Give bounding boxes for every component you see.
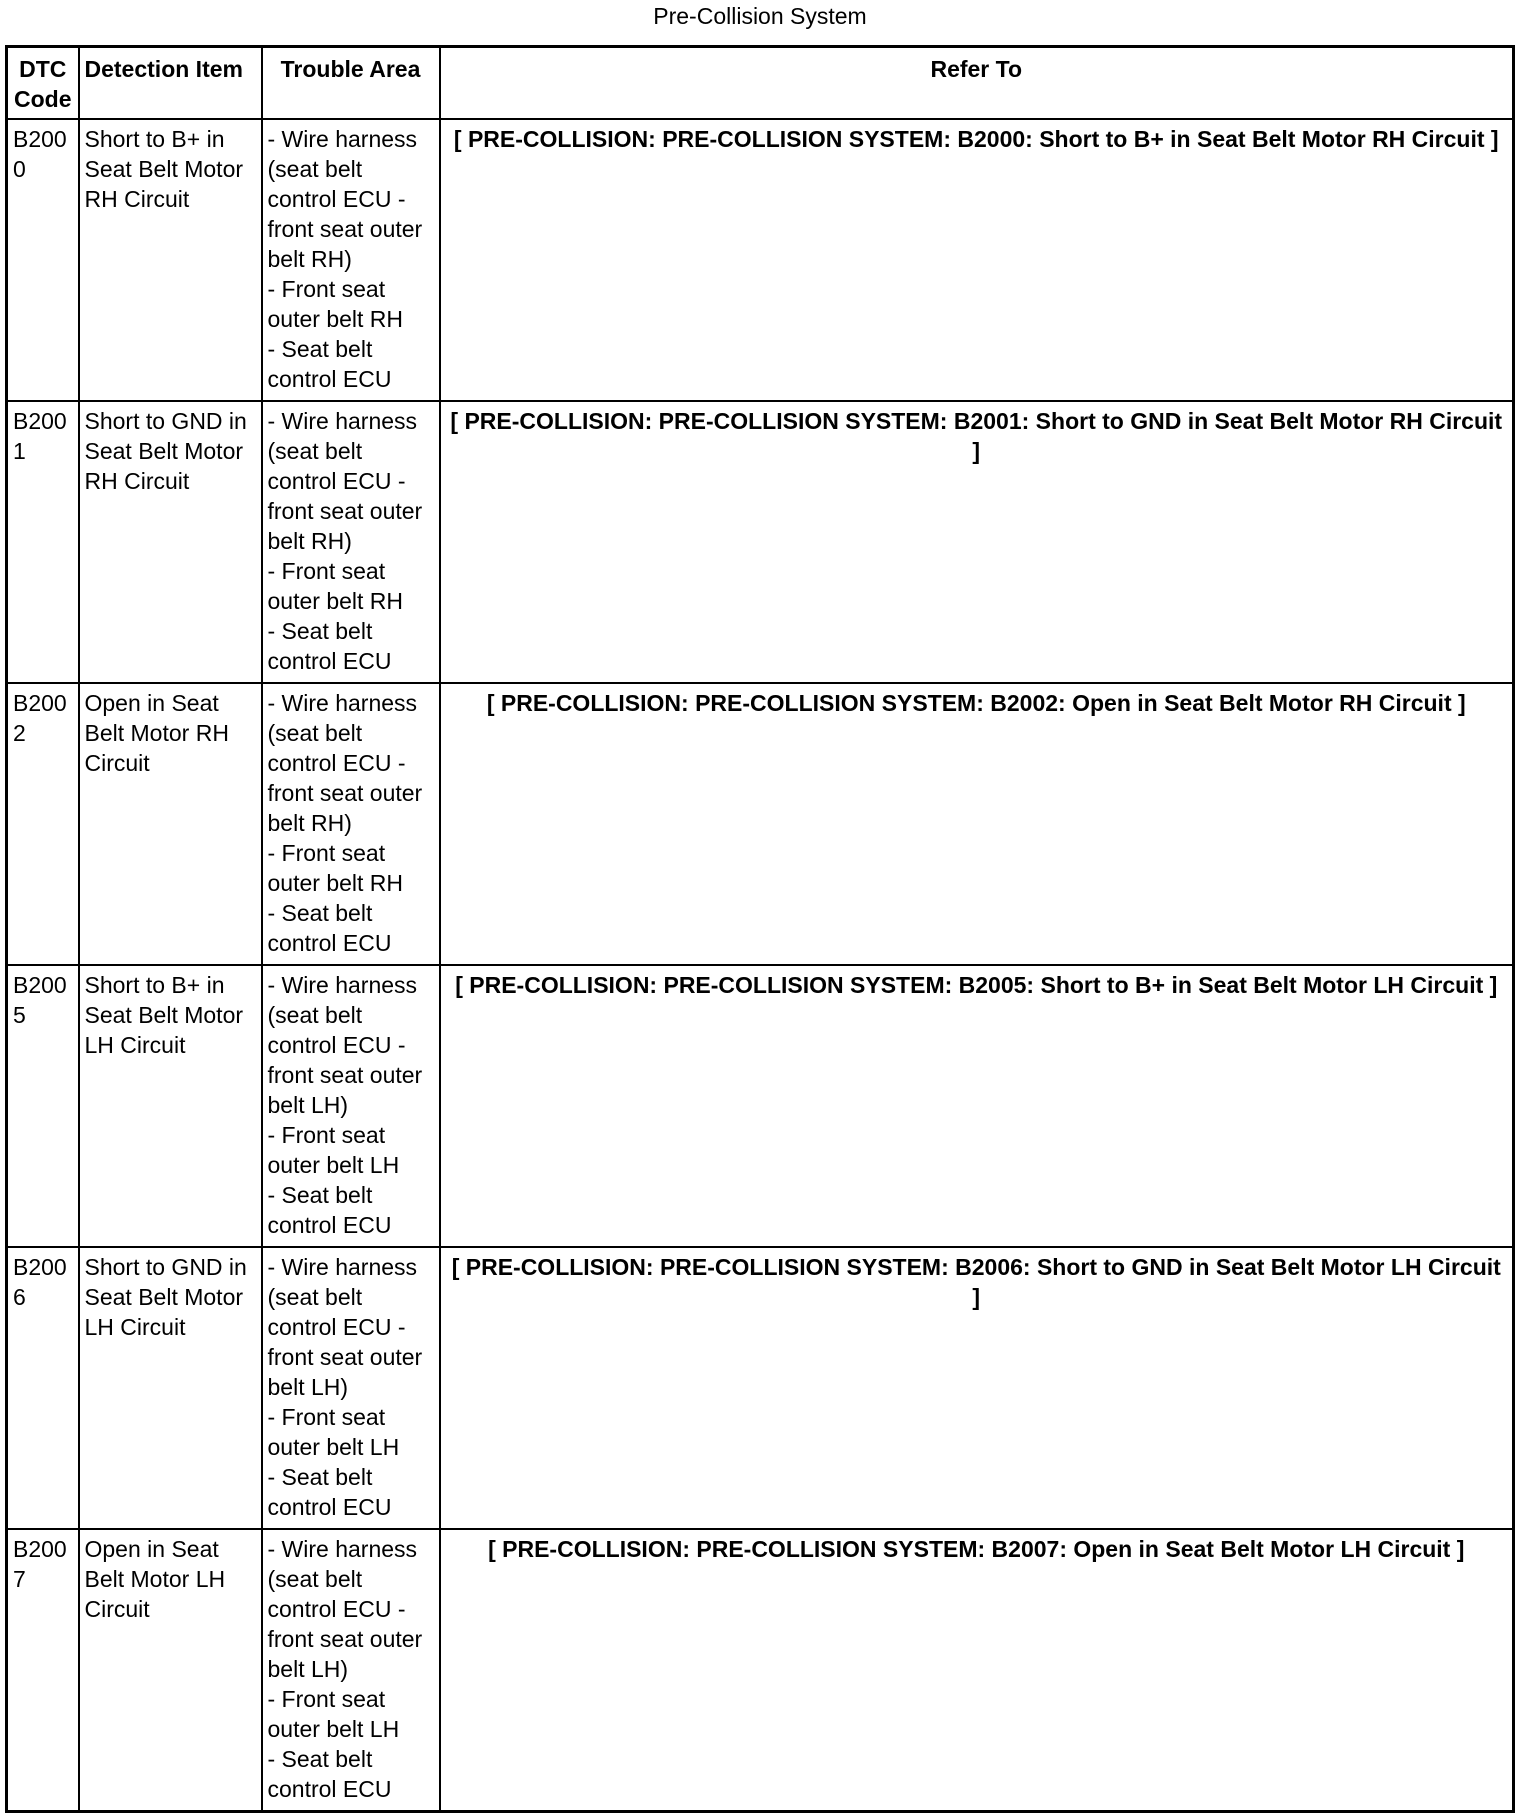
- detection-item-cell: Open in Seat Belt Motor RH Circuit: [79, 683, 262, 965]
- refer-to-link[interactable]: [ PRE-COLLISION: PRE-COLLISION SYSTEM: B2002: Open in Seat Belt Motor RH Circuit ]: [440, 683, 1514, 965]
- trouble-area-cell: - Wire harness (seat belt control ECU - front seat outer belt LH) - Front seat outer belt LH - Seat belt control ECU: [262, 1247, 440, 1529]
- dtc-code-cell: B2005: [7, 965, 79, 1247]
- trouble-area-cell: - Wire harness (seat belt control ECU - front seat outer belt RH) - Front seat outer belt RH - Seat belt control ECU: [262, 119, 440, 401]
- table-row: [7, 965, 1514, 1247]
- page-title: Pre-Collision System: [653, 3, 867, 29]
- table-row: [7, 1529, 1514, 1812]
- table-row: [7, 401, 1514, 683]
- dtc-code-cell: B2000: [7, 119, 79, 401]
- refer-to-link[interactable]: [ PRE-COLLISION: PRE-COLLISION SYSTEM: B2000: Short to B+ in Seat Belt Motor RH Circuit ]: [440, 119, 1514, 401]
- table-row: [7, 119, 1514, 401]
- table-row: [7, 683, 1514, 965]
- refer-to-link[interactable]: [ PRE-COLLISION: PRE-COLLISION SYSTEM: B2007: Open in Seat Belt Motor LH Circuit ]: [440, 1529, 1514, 1812]
- refer-to-link[interactable]: [ PRE-COLLISION: PRE-COLLISION SYSTEM: B2006: Short to GND in Seat Belt Motor LH Circuit ]: [440, 1247, 1514, 1529]
- refer-to-link[interactable]: [ PRE-COLLISION: PRE-COLLISION SYSTEM: B2005: Short to B+ in Seat Belt Motor LH Circuit ]: [440, 965, 1514, 1247]
- detection-item-cell: Short to GND in Seat Belt Motor LH Circuit: [79, 1247, 262, 1529]
- dtc-code-cell: B2002: [7, 683, 79, 965]
- dtc-code-cell: B2007: [7, 1529, 79, 1812]
- trouble-area-cell: - Wire harness (seat belt control ECU - front seat outer belt RH) - Front seat outer belt RH - Seat belt control ECU: [262, 683, 440, 965]
- detection-item-cell: Short to GND in Seat Belt Motor RH Circuit: [79, 401, 262, 683]
- table-row: [7, 1247, 1514, 1529]
- detection-item-cell: Open in Seat Belt Motor LH Circuit: [79, 1529, 262, 1812]
- header-trouble-area: Trouble Area: [262, 47, 440, 120]
- dtc-table: [5, 45, 1515, 1813]
- dtc-code-cell: B2001: [7, 401, 79, 683]
- detection-item-cell: Short to B+ in Seat Belt Motor RH Circuit: [79, 119, 262, 401]
- dtc-code-cell: B2006: [7, 1247, 79, 1529]
- table-header-row: [7, 47, 1514, 120]
- detection-item-cell: Short to B+ in Seat Belt Motor LH Circuit: [79, 965, 262, 1247]
- trouble-area-cell: - Wire harness (seat belt control ECU - front seat outer belt RH) - Front seat outer belt RH - Seat belt control ECU: [262, 401, 440, 683]
- trouble-area-cell: - Wire harness (seat belt control ECU - front seat outer belt LH) - Front seat outer belt LH - Seat belt control ECU: [262, 1529, 440, 1812]
- header-detection-item: Detection Item: [79, 47, 262, 120]
- trouble-area-cell: - Wire harness (seat belt control ECU - front seat outer belt LH) - Front seat outer belt LH - Seat belt control ECU: [262, 965, 440, 1247]
- refer-to-link[interactable]: [ PRE-COLLISION: PRE-COLLISION SYSTEM: B2001: Short to GND in Seat Belt Motor RH Circuit ]: [440, 401, 1514, 683]
- header-refer-to: Refer To: [440, 47, 1514, 120]
- header-dtc-code: DTC Code: [7, 47, 79, 120]
